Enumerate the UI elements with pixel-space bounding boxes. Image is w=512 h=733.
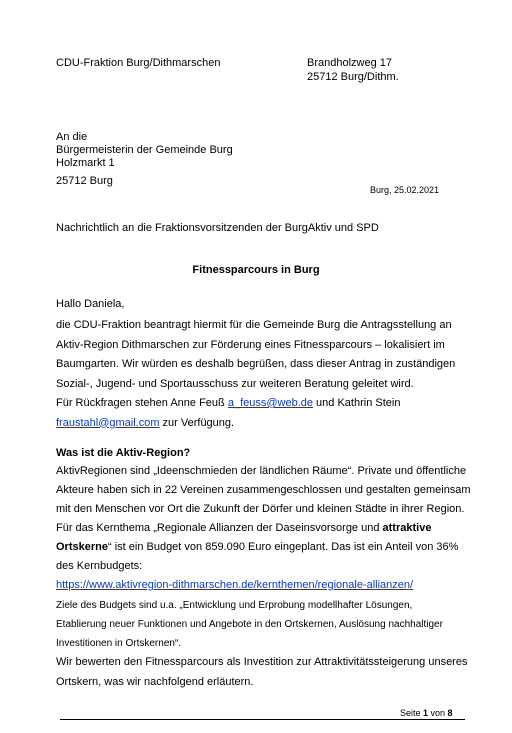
text-line: des Kernbudgets:: [56, 560, 143, 572]
contact-line-2: [56, 414, 476, 434]
recipient-line-1: An die: [56, 131, 88, 143]
text-line: Akteure haben sich in 22 Vereinen zusammengeschlossen und gestalten gemeinsam: [56, 484, 471, 496]
page-number: 1: [423, 708, 429, 718]
text-line: Sozial-, Jugend- und Sportausschuss zur weiteren Beratung geleitet wird.: [56, 377, 414, 390]
letter-date: Burg, 25.02.2021: [370, 185, 440, 195]
aktivregion-url-link[interactable]: https://www.aktivregion-dithmarschen.de/kernthemen/regionale-allianzen/: [56, 579, 414, 591]
request-paragraph: [56, 316, 476, 433]
text-line: Ziele des Budgets sind u.a. „Entwicklung und Erprobung modellhafter Lösungen,: [56, 600, 413, 611]
evaluation-paragraph: [56, 653, 476, 692]
footer-divider: [60, 719, 465, 720]
email-link-feuss[interactable]: a_feuss@web.de: [227, 397, 313, 409]
recipient-line-3: Holzmarkt 1: [56, 157, 115, 169]
contact-text-post: zur Verfügung.: [159, 416, 235, 429]
theme-bold-2: Ortskerne: [56, 541, 108, 553]
page-indicator: [400, 707, 453, 719]
contact-text-pre: Für Rückfragen stehen Anne Feuß: [56, 397, 228, 409]
section-heading: Was ist die Aktiv-Region?: [56, 447, 191, 459]
sender-street: Brandholzweg 17: [307, 57, 393, 69]
theme-line: [56, 519, 476, 538]
contact-text-mid: und Kathrin Stein: [313, 397, 401, 409]
text-line: Investitionen in Ortskernen“.: [56, 638, 182, 649]
subject-title: Fitnessparcours in Burg: [192, 264, 320, 276]
text-line: Aktiv-Region Dithmarschen zur Förderung eines Fitnessparcours – lokalisiert im: [56, 338, 445, 351]
text-line: Baumgarten. Wir würden es deshalb begrüßen, dass dieser Antrag in zuständigen: [56, 358, 456, 370]
sender-name: CDU-Fraktion Burg/Dithmarschen: [56, 57, 221, 69]
page-of-label: von: [428, 708, 448, 718]
recipient-line-2: Bürgermeisterin der Gemeinde Burg: [56, 144, 233, 156]
contact-line: [56, 394, 476, 414]
theme-text-pre: Für das Kernthema „Regionale Allianzen der Daseinsvorsorge und: [56, 522, 383, 534]
text-line: die CDU-Fraktion beantragt hiermit für die Gemeinde Burg die Antragsstellung an: [56, 319, 452, 331]
aktiv-region-paragraph: [56, 462, 476, 595]
text-line: Wir bewerten den Fitnessparcours als Investition zur Attraktivitätssteigerung unseres: [56, 656, 468, 668]
cc-line: Nachrichtlich an die Fraktionsvorsitzenden der BurgAktiv und SPD: [56, 222, 379, 234]
page-label: Seite: [400, 708, 424, 718]
greeting: Hallo Daniela,: [56, 298, 125, 310]
text-line: mit den Menschen vor Ort die Zukunft der Dörfer und kleinen Städte in ihrer Region.: [56, 503, 465, 515]
recipient-line-4: 25712 Burg: [56, 175, 113, 187]
sender-city: 25712 Burg/Dithm.: [307, 71, 399, 83]
theme-line-2: [56, 538, 476, 557]
text-line: Ortskern, was wir nachfolgend erläutern.: [56, 675, 254, 688]
email-link-stein[interactable]: fraustahl@gmail.com: [56, 416, 160, 429]
text-line: Etablierung neuer Funktionen und Angebote in den Ortskernen, Auslösung nachhaltiger: [56, 619, 443, 630]
text-line: AktivRegionen sind „Ideenschmieden der ländlichen Räume“. Private und öffentliche: [56, 465, 467, 477]
theme-text-post: “ ist ein Budget von 859.090 Euro eingeplant. Das ist ein Anteil von 36%: [107, 541, 459, 553]
goals-paragraph: [56, 596, 476, 653]
page-total: 8: [447, 708, 453, 718]
theme-bold-1: attraktive: [382, 522, 432, 534]
